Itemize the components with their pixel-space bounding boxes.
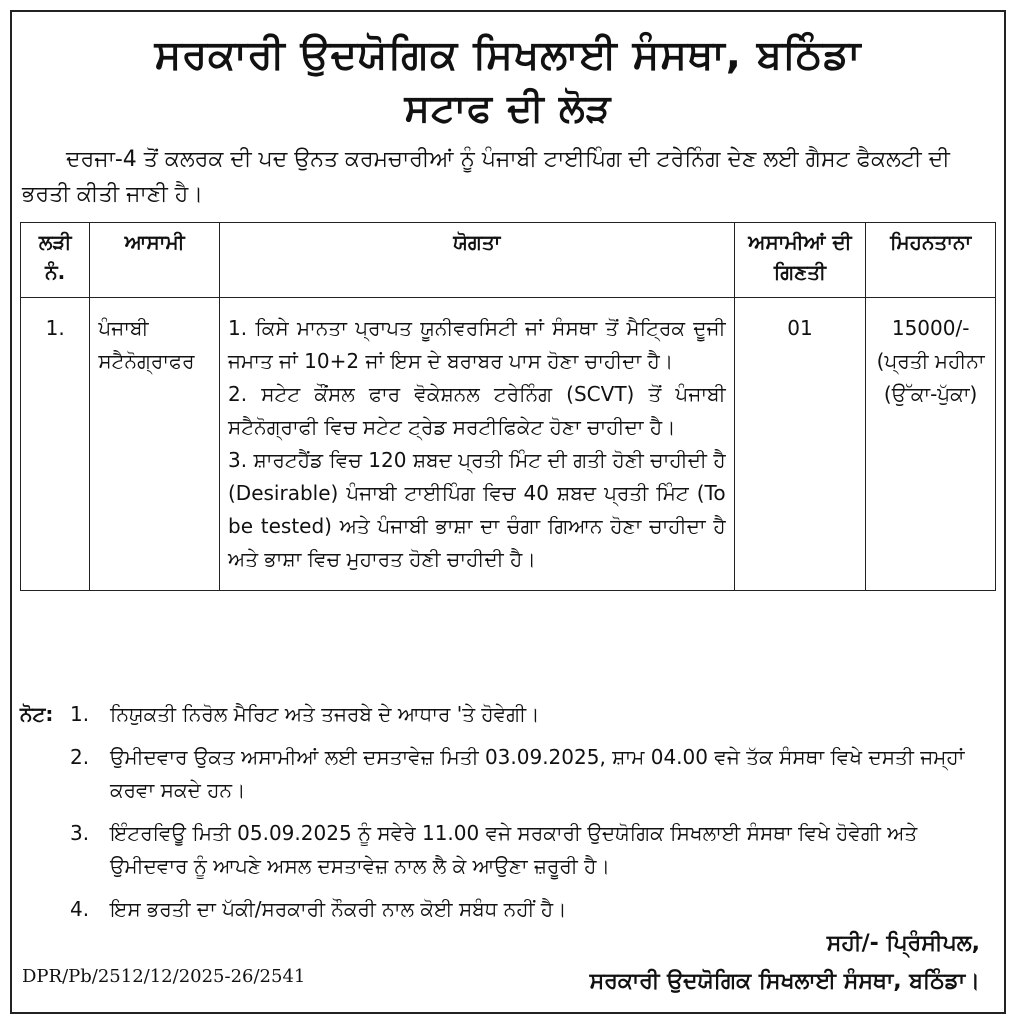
signature-line-institute: ਸਰਕਾਰੀ ਉਦਯੋਗਿਕ ਸਿਖਲਾਈ ਸੰਸਥਾ, ਬਠਿੰਡਾ। [589,969,980,994]
note-text: ਉਮੀਦਵਾਰ ਉਕਤ ਅਸਾਮੀਆਂ ਲਈ ਦਸਤਾਵੇਜ਼ ਮਿਤੀ 03.09.2025, ਸ਼ਾਮ 04.00 ਵਜੇ ਤੱਕ ਸੰਸਥਾ ਵਿਖੇ ਦਸਤੀ ਜਮ੍ਹਾਂ ਕਰਵਾ ਸਕਦੇ ਹਨ। [110,745,965,802]
notice-subtitle: ਸਟਾਫ ਦੀ ਲੋੜ [404,86,612,130]
header-serial: ਲੜੀ ਨੰ. [21,223,90,298]
header-count: ਅਸਾਮੀਆਂ ਦੀ ਗਿਣਤੀ [734,223,866,298]
note-text: ਇਸ ਭਰਤੀ ਦਾ ਪੱਕੀ/ਸਰਕਾਰੀ ਨੌਕਰੀ ਨਾਲ ਕੋਈ ਸਬੰਧ ਨਹੀਂ ਹੈ। [110,897,567,921]
qualification-item: 3. ਸ਼ਾਰਟਹੈਂਡ ਵਿਚ 120 ਸ਼ਬਦ ਪ੍ਰਤੀ ਮਿੰਟ ਦੀ ਗਤੀ ਹੋਣੀ ਚਾਹੀਦੀ ਹੈ (Desirable) ਪੰਜਾਬੀ ਟਾਈਪਿੰਗ ਵਿਚ 40 ਸ਼ਬਦ ਪ੍ਰਤੀ ਮਿੰਟ (To be tested) ਅਤੇ ਪੰਜਾਬੀ ਭਾਸ਼ਾ ਦਾ ਚੰਗਾ ਗਿਆਨ ਹੋਣਾ ਚਾਹੀਦਾ ਹੈ ਅਤੇ ਭਾਸ਼ਾ ਵਿਚ ਮੁਹਾਰਤ ਹੋਣੀ ਚਾਹੀਦੀ ਹੈ। [228,448,726,571]
row-post: ਪੰਜਾਬੀ ਸਟੈਨੋਗ੍ਰਾਫਰ [90,298,220,591]
row-count: 01 [734,298,866,591]
note-text: ਨਿਯੁਕਤੀ ਨਿਰੋਲ ਮੈਰਿਟ ਅਤੇ ਤਜਰਬੇ ਦੇ ਆਧਾਰ 'ਤੇ ਹੋਵੇਗੀ। [110,702,540,726]
signature-line-principal: ਸਹੀ/- ਪ੍ਰਿੰਸੀਪਲ, [826,931,980,956]
signature-block [590,925,980,1001]
notes-section [20,698,996,936]
notes-label: ਨੋਟ: [20,702,54,726]
note-item [20,698,996,731]
reference-number: DPR/Pb/2512/12/2025-26/2541 [22,966,306,987]
row-serial: 1. [21,298,90,591]
note-item [20,817,996,883]
header-post: ਆਸਾਮੀ [90,223,220,298]
qualification-item: 1. ਕਿਸੇ ਮਾਨਤਾ ਪ੍ਰਾਪਤ ਯੂਨੀਵਰਸਿਟੀ ਜਾਂ ਸੰਸਥਾ ਤੋਂ ਮੈਟ੍ਰਿਕ ਦੂਜੀ ਜਮਾਤ ਜਾਂ 10+2 ਜਾਂ ਇਸ ਦੇ ਬਰਾਬਰ ਪਾਸ ਹੋਣਾ ਚਾਹੀਦਾ ਹੈ। [228,316,726,373]
institute-title: ਸਰਕਾਰੀ ਉਦਯੋਗਿਕ ਸਿਖਲਾਈ ਸੰਸਥਾ, ਬਠਿੰਡਾ [154,32,862,78]
header-qualification: ਯੋਗਤਾ [220,223,735,298]
table-row [21,298,996,591]
note-item [20,741,996,807]
qualification-item: 2. ਸਟੇਟ ਕੌਂਸਲ ਫਾਰ ਵੋਕੇਸ਼ਨਲ ਟਰੇਨਿੰਗ (SCVT) ਤੋਂ ਪੰਜਾਬੀ ਸਟੈਨੋਗ੍ਰਾਫੀ ਵਿਚ ਸਟੇਟ ਟ੍ਰੇਡ ਸਰਟੀਫਿਕੇਟ ਹੋਣਾ ਚਾਹੀਦਾ ਹੈ। [228,382,726,439]
note-number: 3. [70,821,90,845]
row-salary: 15000/- (ਪ੍ਰਤੀ ਮਹੀਨਾ (ਉੱਕਾ-ਪੁੱਕਾ) [866,298,996,591]
note-item [20,893,996,926]
intro-paragraph: ਦਰਜਾ-4 ਤੋਂ ਕਲਰਕ ਦੀ ਪਦ ਉਨਤ ਕਰਮਚਾਰੀਆਂ ਨੂੰ ਪੰਜਾਬੀ ਟਾਈਪਿੰਗ ਦੀ ਟਰੇਨਿੰਗ ਦੇਣ ਲਈ ਗੈਸਟ ਫੈਕਲਟੀ ਦੀ ਭਰਤੀ ਕੀਤੀ ਜਾਣੀ ਹੈ। [22,147,950,207]
row-qualifications [220,298,735,591]
header-salary: ਮਿਹਨਤਾਨਾ [866,223,996,298]
note-number: 2. [70,745,90,769]
note-number: 4. [70,897,90,921]
posts-table [20,222,996,591]
note-number: 1. [70,702,90,726]
note-text: ਇੰਟਰਵਿਊ ਮਿਤੀ 05.09.2025 ਨੂੰ ਸਵੇਰੇ 11.00 ਵਜੇ ਸਰਕਾਰੀ ਉਦਯੋਗਿਕ ਸਿਖਲਾਈ ਸੰਸਥਾ ਵਿਖੇ ਹੋਵੇਗੀ ਅਤੇ ਉਮੀਦਵਾਰ ਨੂੰ ਆਪਣੇ ਅਸਲ ਦਸਤਾਵੇਜ਼ ਨਾਲ ਲੈ ਕੇ ਆਉਣਾ ਜ਼ਰੂਰੀ ਹੈ। [110,821,918,878]
table-header-row [21,223,996,298]
